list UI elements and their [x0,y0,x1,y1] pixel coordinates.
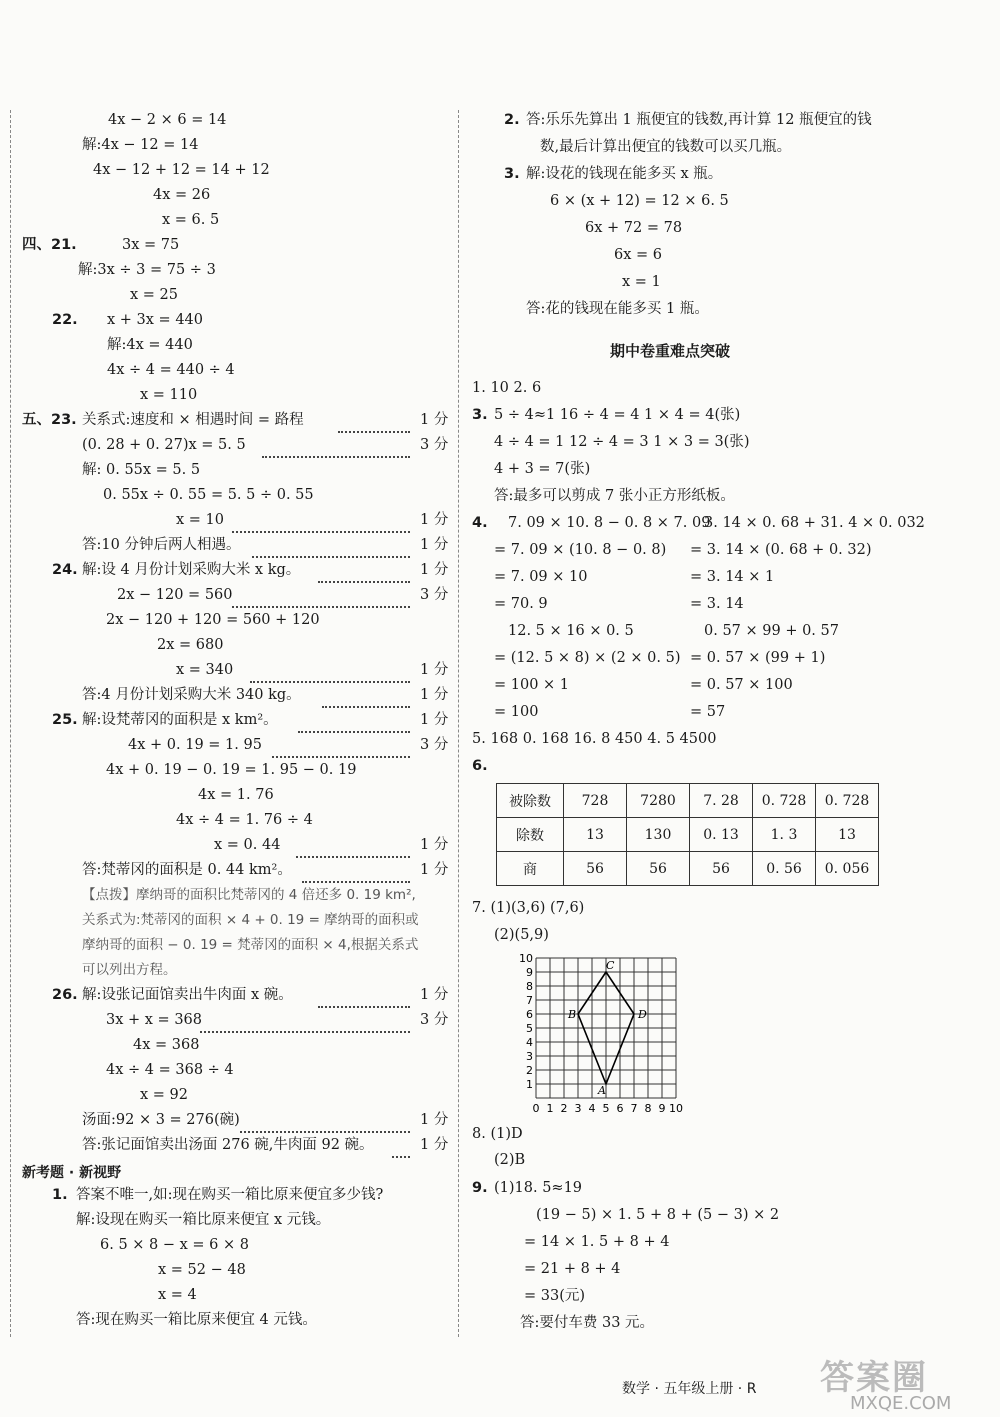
hint-text: 摩纳哥的面积 − 0. 19 = 梵蒂冈的面积 × 4,根据关系式 [82,937,419,953]
eq-line: 解:设现在购买一箱比原来便宜 x 元钱。 [76,1212,331,1228]
coordinate-grid [510,950,685,1120]
x-tick-label: 10 [669,1102,683,1115]
score: 3 分 [420,437,449,453]
table-cell: 13 [816,818,879,852]
eq-line: 解:设花的钱现在能多买 x 瓶。 [526,166,723,182]
answer-line: 5. 168 0. 168 16. 8 450 4. 5 4500 [472,731,717,747]
eq-line: 6. 5 × 8 − x = 6 × 8 [100,1237,249,1253]
table-cell: 0. 56 [753,852,816,886]
leader-dots [250,661,410,683]
eq-line: 解:设张记面馆卖出牛肉面 x 碗。 [82,987,293,1003]
leader-dots [296,836,410,858]
eq-line: x = 110 [140,387,198,403]
eq-line: 4x − 2 × 6 = 14 [108,112,227,128]
point-label: C [606,959,615,972]
score: 3 分 [420,1012,449,1028]
eq-line: 解:设 4 月份计划采购大米 x kg。 [82,562,301,578]
point-label: B [568,1008,577,1021]
table-cell: 7. 28 [690,784,753,818]
y-tick-label: 10 [519,952,533,965]
score: 1 分 [420,687,449,703]
eq-line: 答:花的钱现在能多买 1 瓶。 [526,301,709,317]
table-row [497,852,879,886]
eq-line: 关系式:速度和 × 相遇时间 = 路程 [82,412,304,428]
page-footer: 数学 · 五年级上册 · R [622,1381,757,1397]
table-cell: 被除数 [497,784,564,818]
table-cell: 1. 3 [753,818,816,852]
eq-line: 答:4 月份计划采购大米 340 kg。 [82,687,301,703]
section-heading: 新考题 · 新视野 [22,1165,122,1181]
eq-line: 2x − 120 = 560 [117,587,233,603]
question-number: 26. [52,987,78,1003]
y-tick-label: 4 [526,1036,533,1049]
eq-line: 6x = 6 [614,247,662,263]
eq-line: 4x + 0. 19 − 0. 19 = 1. 95 − 0. 19 [106,762,357,778]
eq-line: 4 ÷ 4 = 1 12 ÷ 4 = 3 1 × 3 = 3(张) [494,434,750,450]
table-cell: 0. 728 [816,784,879,818]
leader-dots [232,511,410,533]
eq-line: (0. 28 + 0. 27)x = 5. 5 [82,437,246,453]
eq-line: 4x ÷ 4 = 1. 76 ÷ 4 [176,812,313,828]
eq-line: 6 × (x + 12) = 12 × 6. 5 [550,193,729,209]
leader-dots [200,1011,410,1033]
question-number: 6. [472,758,488,774]
eq-line: 答:现在购买一箱比原来便宜 4 元钱。 [76,1312,317,1328]
eq-line: x = 4 [158,1287,197,1303]
table-cell: 0. 056 [816,852,879,886]
question-number: 25. [52,712,78,728]
eq-line: 解:4x − 12 = 14 [82,137,199,153]
eq-line: 答:梵蒂冈的面积是 0. 44 km²。 [82,862,292,878]
eq-line: 4 + 3 = 7(张) [494,461,591,477]
table-cell: 商 [497,852,564,886]
table-cell: 除数 [497,818,564,852]
eq-line: 解:4x = 440 [107,337,193,353]
y-tick-label: 7 [526,994,533,1007]
answer-line: 7. (1)(3,6) (7,6) [472,900,585,916]
x-tick-label: 8 [644,1102,652,1115]
table-cell: 13 [564,818,627,852]
watermark-logo: 答案圈 MXQE.COM [820,1358,952,1414]
eq-line: 5 ÷ 4≈1 16 ÷ 4 = 4 1 × 4 = 4(张) [494,407,741,423]
y-tick-label: 1 [526,1078,533,1091]
eq-line: = 7. 09 × (10. 8 − 0. 8) [494,542,667,558]
eq-line: x = 340 [176,662,234,678]
eq-line: x + 3x = 440 [107,312,203,328]
eq-line: 4x = 368 [133,1037,200,1053]
column-divider [458,110,459,1337]
eq-line: 解: 0. 55x = 5. 5 [82,462,201,478]
point-label: A [598,1084,606,1097]
answer-line: 8. (1)D [472,1126,523,1142]
eq-line: 数,最后计算出便宜的钱数可以买几瓶。 [540,139,792,155]
eq-line: (1)18. 5≈19 [494,1180,583,1196]
eq-line: x = 92 [140,1087,188,1103]
eq-line: 7. 09 × 10. 8 − 0. 8 × 7. 09 [508,515,711,531]
eq-line: 3x + x = 368 [106,1012,202,1028]
score: 1 分 [420,837,449,853]
eq-line: = 57 [690,704,726,720]
table-cell: 7280 [627,784,690,818]
y-tick-label: 2 [526,1064,533,1077]
y-tick-label: 9 [526,966,533,979]
eq-line: = 3. 14 [690,596,744,612]
eq-line: 0. 57 × 99 + 0. 57 [704,623,839,639]
y-tick-label: 5 [526,1022,533,1035]
eq-line: 答:张记面馆卖出汤面 276 碗,牛肉面 92 碗。 [82,1137,374,1153]
question-number: 3. [504,166,520,182]
question-number: 4. [472,515,488,531]
table-cell: 130 [627,818,690,852]
question-number: 3. [472,407,488,423]
x-tick-label: 2 [560,1102,568,1115]
eq-line: 答:10 分钟后两人相遇。 [82,537,241,553]
eq-line: 答案不唯一,如:现在购买一箱比原来便宜多少钱? [76,1187,384,1203]
eq-line: 0. 55x ÷ 0. 55 = 5. 5 ÷ 0. 55 [103,487,314,503]
eq-line: = 7. 09 × 10 [494,569,588,585]
point-label: D [638,1008,647,1021]
eq-line: 答:乐乐先算出 1 瓶便宜的钱数,再计算 12 瓶便宜的钱 [526,112,872,128]
y-tick-label: 8 [526,980,533,993]
eq-line: = 3. 14 × 1 [690,569,775,585]
eq-line: 4x = 1. 76 [198,787,274,803]
score: 1 分 [420,1137,449,1153]
score: 1 分 [420,987,449,1003]
score: 1 分 [420,412,449,428]
x-tick-label: 5 [602,1102,610,1115]
hint-text: 可以列出方程。 [82,962,177,978]
y-tick-label: 3 [526,1050,533,1063]
eq-line: = 33(元) [524,1288,586,1304]
division-table [496,783,879,886]
leader-dots [252,536,410,558]
eq-line: x = 10 [176,512,224,528]
eq-line: 4x + 0. 19 = 1. 95 [128,737,262,753]
eq-line: = 70. 9 [494,596,548,612]
score: 1 分 [420,537,449,553]
eq-line: x = 1 [622,274,661,290]
eq-line: 12. 5 × 16 × 0. 5 [508,623,634,639]
score: 3 分 [420,587,449,603]
eq-line: 答:要付车费 33 元。 [520,1315,655,1331]
eq-line: 解:3x ÷ 3 = 75 ÷ 3 [78,262,216,278]
table-row [497,818,879,852]
x-tick-label: 0 [532,1102,540,1115]
score: 1 分 [420,712,449,728]
question-number: 24. [52,562,78,578]
eq-line: 6x + 72 = 78 [585,220,683,236]
section-title: 期中卷重难点突破 [610,342,731,360]
leader-dots [322,686,410,708]
leader-dots [272,736,410,758]
table-cell: 56 [564,852,627,886]
answer-line: 1. 10 2. 6 [472,380,542,396]
x-tick-label: 7 [630,1102,638,1115]
eq-line: 答:最多可以剪成 7 张小正方形纸板。 [494,488,735,504]
score: 1 分 [420,862,449,878]
question-number: 22. [52,312,78,328]
leader-dots [302,861,410,883]
eq-line: 2x = 680 [157,637,224,653]
eq-line: = 100 [494,704,539,720]
eq-line: 4x ÷ 4 = 368 ÷ 4 [106,1062,234,1078]
table-cell: 0. 728 [753,784,816,818]
eq-line: (19 − 5) × 1. 5 + 8 + (5 − 3) × 2 [536,1207,780,1223]
eq-line: 3. 14 × 0. 68 + 31. 4 × 0. 032 [704,515,925,531]
eq-line: = (12. 5 × 8) × (2 × 0. 5) [494,650,681,666]
section-label: 四、21. [22,237,77,253]
hint-text: 【点拨】摩纳哥的面积比梵蒂冈的 4 倍还多 0. 19 km², [82,887,416,903]
eq-line: x = 6. 5 [162,212,220,228]
x-tick-label: 9 [658,1102,666,1115]
score: 1 分 [420,1112,449,1128]
question-number: 2. [504,112,520,128]
eq-line: 解:设梵蒂冈的面积是 x km²。 [82,712,278,728]
left-margin-line [10,110,11,1337]
leader-dots [318,561,410,583]
answer-line: (2)(5,9) [494,927,549,943]
leader-dots [338,411,410,433]
leader-dots [392,1136,410,1158]
eq-line: x = 25 [130,287,178,303]
question-number: 1. [52,1187,68,1203]
eq-line: 4x = 26 [153,187,211,203]
eq-line: 2x − 120 + 120 = 560 + 120 [106,612,320,628]
table-cell: 56 [690,852,753,886]
eq-line: x = 0. 44 [214,837,281,853]
hint-text: 关系式为:梵蒂冈的面积 × 4 + 0. 19 = 摩纳哥的面积或 [82,912,419,928]
x-tick-label: 6 [616,1102,624,1115]
leader-dots [240,1111,410,1133]
y-tick-label: 6 [526,1008,533,1021]
eq-line: 4x − 12 + 12 = 14 + 12 [93,162,270,178]
eq-line: = 0. 57 × 100 [690,677,793,693]
leader-dots [232,586,410,608]
eq-line: 4x ÷ 4 = 440 ÷ 4 [107,362,235,378]
x-tick-label: 3 [574,1102,582,1115]
x-tick-label: 1 [546,1102,554,1115]
eq-line: = 0. 57 × (99 + 1) [690,650,826,666]
leader-dots [262,436,410,458]
x-tick-label: 4 [588,1102,596,1115]
table-cell: 0. 13 [690,818,753,852]
leader-dots [318,986,410,1008]
table-cell: 56 [627,852,690,886]
leader-dots [298,711,410,733]
eq-line: = 14 × 1. 5 + 8 + 4 [524,1234,670,1250]
eq-line: = 100 × 1 [494,677,570,693]
eq-line: = 3. 14 × (0. 68 + 0. 32) [690,542,872,558]
score: 1 分 [420,562,449,578]
table-cell: 728 [564,784,627,818]
section-label: 五、23. [22,412,77,428]
score: 3 分 [420,737,449,753]
answer-line: (2)B [494,1152,526,1168]
eq-line: = 21 + 8 + 4 [524,1261,621,1277]
eq-line: 3x = 75 [122,237,180,253]
eq-line: x = 52 − 48 [158,1262,246,1278]
table-row [497,784,879,818]
score: 1 分 [420,662,449,678]
eq-line: 汤面:92 × 3 = 276(碗) [82,1112,240,1128]
question-number: 9. [472,1180,488,1196]
score: 1 分 [420,512,449,528]
